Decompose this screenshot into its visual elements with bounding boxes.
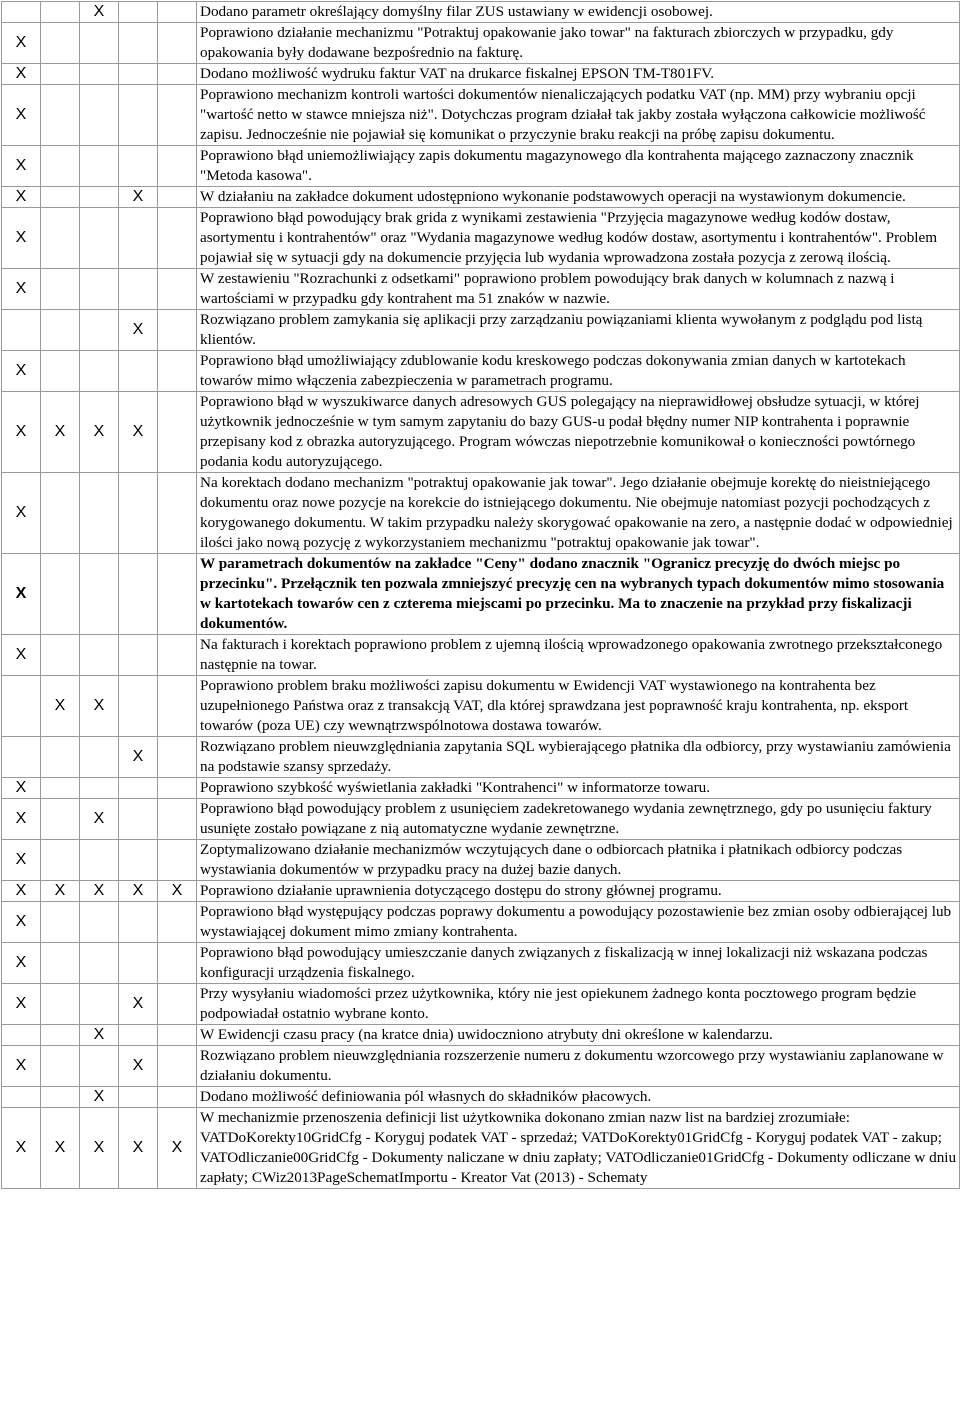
mark-cell: X (2, 902, 41, 943)
mark-cell (119, 799, 158, 840)
table-row (2, 310, 960, 351)
change-description: W mechanizmie przenoszenia definicji list użytkownika dokonano zmian nazw list na bardziej zrozumiałe: VATDoKorekty10GridCfg - Koryguj podatek VAT - sprzedaż; VATDoKorekty01GridCfg - Koryguj podatek VAT - zakup; VATOdliczanie00GridCfg - Dokumenty naliczane w dniu zapłaty; VATOdliczanie01GridCfg - Dokumenty odliczane w dniu zapłaty; CWiz2013PageSchematImportu - Kreator Vat (2013) - Schematy (197, 1108, 960, 1189)
mark-cell: X (2, 64, 41, 85)
mark-cell: X (2, 187, 41, 208)
mark-cell: X (41, 392, 80, 473)
mark-cell (119, 85, 158, 146)
mark-cell (158, 737, 197, 778)
mark-cell (41, 635, 80, 676)
table-row (2, 64, 960, 85)
table-row (2, 1046, 960, 1087)
mark-cell (41, 943, 80, 984)
mark-cell (158, 64, 197, 85)
change-description: Poprawiono błąd umożliwiający zdublowanie kodu kreskowego podczas dokonywania zmian danych w kartotekach towarów mimo włączenia zabezpieczenia w parametrach programu. (197, 351, 960, 392)
mark-cell (41, 2, 80, 23)
table-row (2, 881, 960, 902)
mark-cell (41, 208, 80, 269)
table-row (2, 2, 960, 23)
mark-cell (41, 64, 80, 85)
mark-cell (119, 23, 158, 64)
table-row (2, 676, 960, 737)
mark-cell (41, 778, 80, 799)
mark-cell: X (2, 208, 41, 269)
mark-cell (41, 473, 80, 554)
mark-cell (80, 778, 119, 799)
change-description: Poprawiono błąd powodujący brak grida z wynikami zestawienia "Przyjęcia magazynowe według kodów dostaw, asortymentu i kontrahentów" oraz "Wydania magazynowe według kodów dostaw, asortymentu i kontrahentów". Problem pojawiał się w sytuacji gdy na dokumencie przyjęcia lub wydania wprowadzona została pozycja z zerową ilością. (197, 208, 960, 269)
mark-cell: X (2, 473, 41, 554)
mark-cell (119, 635, 158, 676)
change-description: Poprawiono działanie mechanizmu "Potraktuj opakowanie jako towar" na fakturach zbiorczych w przypadku, gdy opakowania były dodawane bezpośrednio na fakturę. (197, 23, 960, 64)
mark-cell (158, 984, 197, 1025)
change-description: Na fakturach i korektach poprawiono problem z ujemną ilością wprowadzonego opakowania zwrotnego przekształconego następnie na towar. (197, 635, 960, 676)
mark-cell (80, 1046, 119, 1087)
mark-cell (41, 840, 80, 881)
mark-cell (41, 146, 80, 187)
change-description: Rozwiązano problem zamykania się aplikacji przy zarządzaniu powiązaniami klienta wywołanym z podglądu pod listą klientów. (197, 310, 960, 351)
mark-cell: X (2, 554, 41, 635)
change-description: W zestawieniu "Rozrachunki z odsetkami" poprawiono problem powodujący brak danych w kolumnach z nazwą i wartościami w przypadku gdy kontrahent ma 51 znaków w nazwie. (197, 269, 960, 310)
change-description: Dodano możliwość definiowania pól własnych do składników płacowych. (197, 1087, 960, 1108)
mark-cell (119, 64, 158, 85)
table-row (2, 351, 960, 392)
change-description: W działaniu na zakładce dokument udostępniono wykonanie podstawowych operacji na wystawionym dokumencie. (197, 187, 960, 208)
change-description: W Ewidencji czasu pracy (na kratce dnia) uwidoczniono atrybuty dni określone w kalendarzu. (197, 1025, 960, 1046)
mark-cell (158, 635, 197, 676)
mark-cell: X (2, 85, 41, 146)
mark-cell (80, 473, 119, 554)
mark-cell (41, 902, 80, 943)
mark-cell: X (119, 737, 158, 778)
mark-cell (80, 737, 119, 778)
table-row (2, 943, 960, 984)
table-row (2, 473, 960, 554)
change-description: Poprawiono mechanizm kontroli wartości dokumentów nienaliczających podatku VAT (np. MM) przy wybraniu opcji "wartość netto w stawce mniejsza niż". Dotychczas program działał tak jakby została wyłączona całkowicie możliwość zapisu. Jednocześnie nie pojawiał się komunikat o przyczynie braku reakcji na próbę zapisu dokumentu. (197, 85, 960, 146)
mark-cell: X (2, 635, 41, 676)
mark-cell (41, 310, 80, 351)
mark-cell (80, 984, 119, 1025)
mark-cell: X (119, 881, 158, 902)
mark-cell: X (41, 676, 80, 737)
mark-cell (158, 310, 197, 351)
table-row (2, 840, 960, 881)
change-description: Poprawiono błąd powodujący problem z usunięciem zadekretowanego wydania zewnętrznego, gdy po usunięciu faktury usunięte zostało powiązane z nią automatyczne wydanie zewnętrzne. (197, 799, 960, 840)
mark-cell: X (119, 1108, 158, 1189)
mark-cell (119, 943, 158, 984)
table-row (2, 23, 960, 64)
mark-cell (2, 2, 41, 23)
change-description: Dodano parametr określający domyślny filar ZUS ustawiany w ewidencji osobowej. (197, 2, 960, 23)
table-row (2, 187, 960, 208)
mark-cell (41, 23, 80, 64)
table-row (2, 392, 960, 473)
table-row (2, 208, 960, 269)
mark-cell (119, 146, 158, 187)
mark-cell (119, 676, 158, 737)
change-description: Poprawiono problem braku możliwości zapisu dokumentu w Ewidencji VAT wystawionego na kontrahenta bez uzupełnionego Państwa oraz z transakcją VAT, dla której sprawdzana jest poprawność kraju kontrahenta, np. eksport towarów (poza UE) czy wewnątrzwspólnotowa dostawa towarów. (197, 676, 960, 737)
mark-cell (80, 635, 119, 676)
mark-cell (119, 1025, 158, 1046)
mark-cell (119, 1087, 158, 1108)
change-description: Poprawiono szybkość wyświetlania zakładki "Kontrahenci" w informatorze towaru. (197, 778, 960, 799)
mark-cell (158, 208, 197, 269)
change-description: Zoptymalizowano działanie mechanizmów wczytujących dane o odbiorcach płatnika i płatnikach odbiorcy podczas wystawiania dokumentów w przypadku pracy na dużej bazie danych. (197, 840, 960, 881)
mark-cell (158, 902, 197, 943)
mark-cell (119, 778, 158, 799)
mark-cell (41, 984, 80, 1025)
mark-cell: X (80, 881, 119, 902)
change-description: W parametrach dokumentów na zakładce "Ceny" dodano znacznik "Ogranicz precyzję do dwóch miejsc po przecinku". Przełącznik ten pozwala zmniejszyć precyzję cen na wybranych typach dokumentów mimo stosowania w kartotekach towarów cen z czterema miejscami po przecinku. Ma to znaczenie na przykład przy fiskalizacji dokumentów. (197, 554, 960, 635)
table-row (2, 778, 960, 799)
mark-cell (2, 737, 41, 778)
mark-cell (119, 554, 158, 635)
mark-cell: X (2, 943, 41, 984)
mark-cell (158, 23, 197, 64)
mark-cell (158, 1087, 197, 1108)
mark-cell (80, 351, 119, 392)
mark-cell (119, 351, 158, 392)
change-description: Poprawiono działanie uprawnienia dotyczącego dostępu do strony głównej programu. (197, 881, 960, 902)
mark-cell: X (158, 1108, 197, 1189)
table-row (2, 635, 960, 676)
mark-cell (2, 1025, 41, 1046)
mark-cell (41, 737, 80, 778)
mark-cell: X (2, 146, 41, 187)
mark-cell: X (80, 1108, 119, 1189)
table-row (2, 737, 960, 778)
change-description: Na korektach dodano mechanizm "potraktuj opakowanie jak towar". Jego działanie obejmuje korektę do nieistniejącego dokumentu oraz nowe pozycje na korekcie do istniejącego dokumentu. Nie obejmuje natomiast pozycji pochodzących z korygowanego dokumentu. W takim przypadku należy skorygować opakowanie na zero, a następnie dodać w odpowiedniej ilości jako nową pozycję z wykorzystaniem mechanizmu "potraktuj opakowanie jak towar". (197, 473, 960, 554)
mark-cell (2, 1087, 41, 1108)
table-row (2, 799, 960, 840)
mark-cell (80, 85, 119, 146)
table-row (2, 146, 960, 187)
mark-cell (158, 2, 197, 23)
mark-cell (119, 840, 158, 881)
change-description: Rozwiązano problem nieuwzględniania rozszerzenie numeru z dokumentu wzorcowego przy wystawianiu zaplanowane w działaniu dokumentu. (197, 1046, 960, 1087)
mark-cell: X (119, 984, 158, 1025)
mark-cell (80, 902, 119, 943)
mark-cell: X (80, 799, 119, 840)
mark-cell: X (119, 310, 158, 351)
table-row (2, 1087, 960, 1108)
mark-cell: X (2, 840, 41, 881)
table-row (2, 269, 960, 310)
mark-cell: X (80, 392, 119, 473)
mark-cell: X (2, 269, 41, 310)
table-row (2, 85, 960, 146)
mark-cell: X (2, 881, 41, 902)
mark-cell (158, 392, 197, 473)
mark-cell: X (2, 1108, 41, 1189)
mark-cell (41, 799, 80, 840)
table-row (2, 1108, 960, 1189)
mark-cell: X (41, 1108, 80, 1189)
mark-cell: X (80, 676, 119, 737)
release-notes-body (2, 2, 960, 1189)
mark-cell (158, 1025, 197, 1046)
mark-cell: X (2, 984, 41, 1025)
mark-cell (80, 840, 119, 881)
change-description: Poprawiono błąd występujący podczas poprawy dokumentu a powodujący pozostawienie bez zmian osoby odbierającej lub wystawiającej dokument mimo zmiany kontrahenta. (197, 902, 960, 943)
mark-cell (41, 85, 80, 146)
release-notes-table (1, 1, 960, 1189)
mark-cell (158, 676, 197, 737)
mark-cell: X (119, 187, 158, 208)
table-row (2, 984, 960, 1025)
mark-cell (119, 473, 158, 554)
mark-cell (41, 351, 80, 392)
mark-cell: X (2, 799, 41, 840)
table-row (2, 902, 960, 943)
mark-cell (158, 799, 197, 840)
mark-cell (80, 146, 119, 187)
mark-cell (158, 840, 197, 881)
mark-cell (158, 554, 197, 635)
mark-cell (80, 187, 119, 208)
mark-cell: X (158, 881, 197, 902)
mark-cell (80, 943, 119, 984)
mark-cell: X (2, 1046, 41, 1087)
table-row (2, 554, 960, 635)
mark-cell (119, 208, 158, 269)
change-description: Poprawiono błąd uniemożliwiający zapis dokumentu magazynowego dla kontrahenta mającego zaznaczony znacznik "Metoda kasowa". (197, 146, 960, 187)
mark-cell (80, 554, 119, 635)
mark-cell: X (80, 1087, 119, 1108)
mark-cell (41, 269, 80, 310)
table-row (2, 1025, 960, 1046)
mark-cell (41, 1087, 80, 1108)
mark-cell: X (2, 392, 41, 473)
mark-cell (119, 269, 158, 310)
mark-cell (119, 2, 158, 23)
mark-cell: X (2, 23, 41, 64)
mark-cell (2, 676, 41, 737)
mark-cell (80, 208, 119, 269)
mark-cell (158, 187, 197, 208)
mark-cell (41, 187, 80, 208)
mark-cell: X (2, 778, 41, 799)
mark-cell (119, 902, 158, 943)
mark-cell: X (80, 1025, 119, 1046)
mark-cell (158, 943, 197, 984)
change-description: Poprawiono błąd powodujący umieszczanie danych związanych z fiskalizacją w innej lokalizacji niż wskazana podczas konfiguracji urządzenia fiskalnego. (197, 943, 960, 984)
mark-cell (41, 1025, 80, 1046)
mark-cell (80, 64, 119, 85)
mark-cell: X (119, 1046, 158, 1087)
mark-cell: X (80, 2, 119, 23)
mark-cell: X (41, 881, 80, 902)
change-description: Poprawiono błąd w wyszukiwarce danych adresowych GUS polegający na nieprawidłowej obsłudze sytuacji, w której użytkownik jednocześnie w tym samym zapytaniu do bazy GUS-u podał błędny numer NIP kontrahenta i poprawnie przepisany kod z obrazka autoryzującego. Program wówczas niepotrzebnie komunikował o konieczności powtórnego podania kodu autoryzującego. (197, 392, 960, 473)
mark-cell (158, 146, 197, 187)
mark-cell: X (2, 351, 41, 392)
change-description: Rozwiązano problem nieuwzględniania zapytania SQL wybierającego płatnika dla odbiorcy, przy wystawianiu zamówienia na podstawie szansy sprzedaży. (197, 737, 960, 778)
mark-cell (2, 310, 41, 351)
mark-cell (80, 310, 119, 351)
mark-cell (158, 1046, 197, 1087)
mark-cell: X (119, 392, 158, 473)
mark-cell (158, 269, 197, 310)
mark-cell (158, 351, 197, 392)
mark-cell (80, 269, 119, 310)
mark-cell (158, 473, 197, 554)
mark-cell (80, 23, 119, 64)
mark-cell (41, 554, 80, 635)
mark-cell (158, 85, 197, 146)
mark-cell (158, 778, 197, 799)
change-description: Przy wysyłaniu wiadomości przez użytkownika, który nie jest opiekunem żadnego konta pocztowego program będzie podpowiadał ostatnio wybrane konto. (197, 984, 960, 1025)
change-description: Dodano możliwość wydruku faktur VAT na drukarce fiskalnej EPSON TM-T801FV. (197, 64, 960, 85)
mark-cell (41, 1046, 80, 1087)
